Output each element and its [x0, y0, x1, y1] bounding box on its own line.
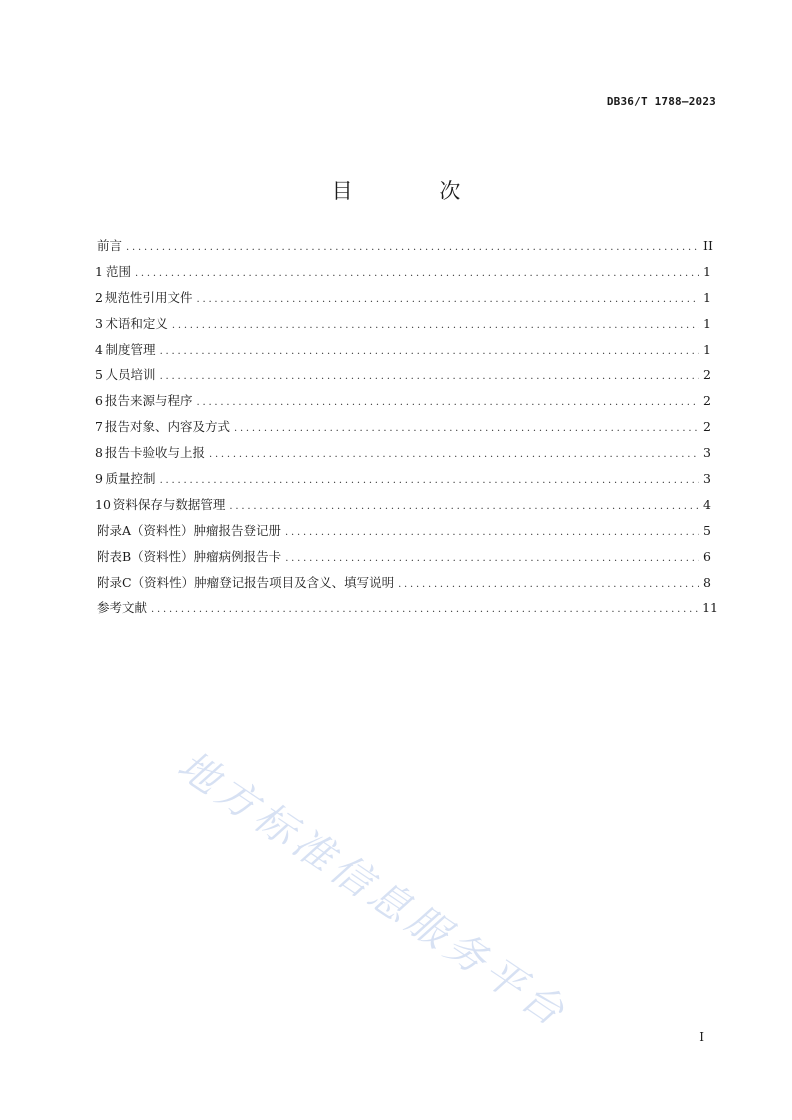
- toc-entry-label: 报告卡验收与上报: [104, 445, 205, 461]
- dot-leader: [160, 475, 699, 486]
- toc-entry-label: 参考文献: [97, 600, 148, 616]
- toc-entry-7[interactable]: [95, 417, 709, 443]
- toc-entry-page: 3: [703, 445, 711, 461]
- toc-entry-number: 1: [95, 263, 103, 279]
- toc-entry-page: 11: [702, 600, 719, 616]
- toc-entry-1[interactable]: [95, 262, 709, 288]
- toc-entry-label: 附录C（资料性）肿瘤登记报告项目及含义、填写说明: [97, 574, 395, 590]
- page-number: I: [699, 1030, 704, 1044]
- toc-entry-number: 2: [95, 289, 103, 305]
- toc-entry-references[interactable]: [95, 598, 719, 624]
- dot-leader: [196, 294, 699, 305]
- toc-entry-page: 2: [703, 393, 711, 409]
- toc-entry-number: 4: [95, 341, 103, 357]
- toc-entry-number: 6: [95, 393, 103, 409]
- dot-leader: [196, 397, 699, 408]
- toc-entry-label: 前言: [97, 238, 123, 253]
- toc-entry-appendix-b[interactable]: [95, 547, 709, 573]
- toc-entry-8[interactable]: [95, 443, 709, 469]
- toc-entry-label: 资料保存与数据管理: [112, 496, 226, 512]
- toc-entry-10[interactable]: [95, 495, 709, 521]
- toc-entry-label: 术语和定义: [105, 315, 168, 331]
- toc-entry-appendix-c[interactable]: [95, 573, 709, 599]
- toc-entry-number: 8: [95, 445, 103, 461]
- toc-entry-page: 1: [703, 263, 711, 279]
- toc-entry-page: 8: [703, 574, 711, 590]
- toc-entry-label: 报告来源与程序: [104, 393, 193, 409]
- toc-entry-2[interactable]: [95, 288, 709, 314]
- toc-title: 目 次: [331, 179, 501, 203]
- dot-leader: [160, 371, 699, 382]
- toc-entry-number: 10: [95, 496, 111, 512]
- dot-leader: [285, 553, 699, 564]
- dot-leader: [398, 579, 699, 590]
- dot-leader: [285, 527, 699, 538]
- toc-entry-label: 质量控制: [105, 471, 156, 487]
- toc-entry-page: 1: [703, 315, 711, 331]
- toc-entry-4[interactable]: [95, 340, 709, 366]
- dot-leader: [209, 449, 699, 460]
- toc-entry-page: 2: [703, 419, 711, 435]
- toc-entry-page: 6: [703, 548, 711, 564]
- toc-entry-foreword[interactable]: [95, 236, 713, 262]
- dot-leader: [234, 423, 699, 434]
- toc-entry-appendix-a[interactable]: [95, 521, 709, 547]
- dot-leader: [229, 501, 699, 512]
- toc-entry-9[interactable]: [95, 469, 709, 495]
- toc-entry-5[interactable]: [95, 365, 709, 391]
- document-code: DB36/T 1788—2023: [606, 95, 716, 108]
- dot-leader: [135, 268, 699, 279]
- toc-entry-label: 制度管理: [105, 341, 156, 357]
- toc-entry-label: 附录A（资料性）肿瘤报告登记册: [97, 522, 282, 538]
- toc-entry-page: 3: [703, 471, 711, 487]
- toc-entry-page: II: [703, 238, 713, 253]
- toc-entry-page: 2: [703, 367, 711, 383]
- toc-entry-6[interactable]: [95, 391, 709, 417]
- dot-leader: [172, 320, 699, 331]
- toc-entry-label: 范围: [105, 263, 131, 279]
- toc-entry-number: 9: [95, 471, 103, 487]
- dot-leader: [151, 604, 698, 615]
- toc-entry-number: 7: [95, 419, 103, 435]
- toc-entry-label: 人员培训: [105, 367, 156, 383]
- watermark: 地方标准信息服务平台: [169, 742, 577, 1038]
- toc-entry-page: 1: [703, 289, 711, 305]
- table-of-contents: [95, 236, 719, 624]
- dot-leader: [160, 346, 699, 357]
- toc-entry-label: 附表B（资料性）肿瘤病例报告卡: [97, 548, 282, 564]
- toc-entry-page: 4: [703, 496, 711, 512]
- toc-entry-label: 规范性引用文件: [104, 289, 193, 305]
- toc-entry-number: 5: [95, 367, 103, 383]
- toc-entry-number: 3: [95, 315, 103, 331]
- dot-leader: [126, 242, 699, 253]
- toc-entry-label: 报告对象、内容及方式: [104, 419, 230, 435]
- toc-entry-3[interactable]: [95, 314, 709, 340]
- toc-entry-page: 1: [703, 341, 711, 357]
- toc-entry-page: 5: [703, 522, 711, 538]
